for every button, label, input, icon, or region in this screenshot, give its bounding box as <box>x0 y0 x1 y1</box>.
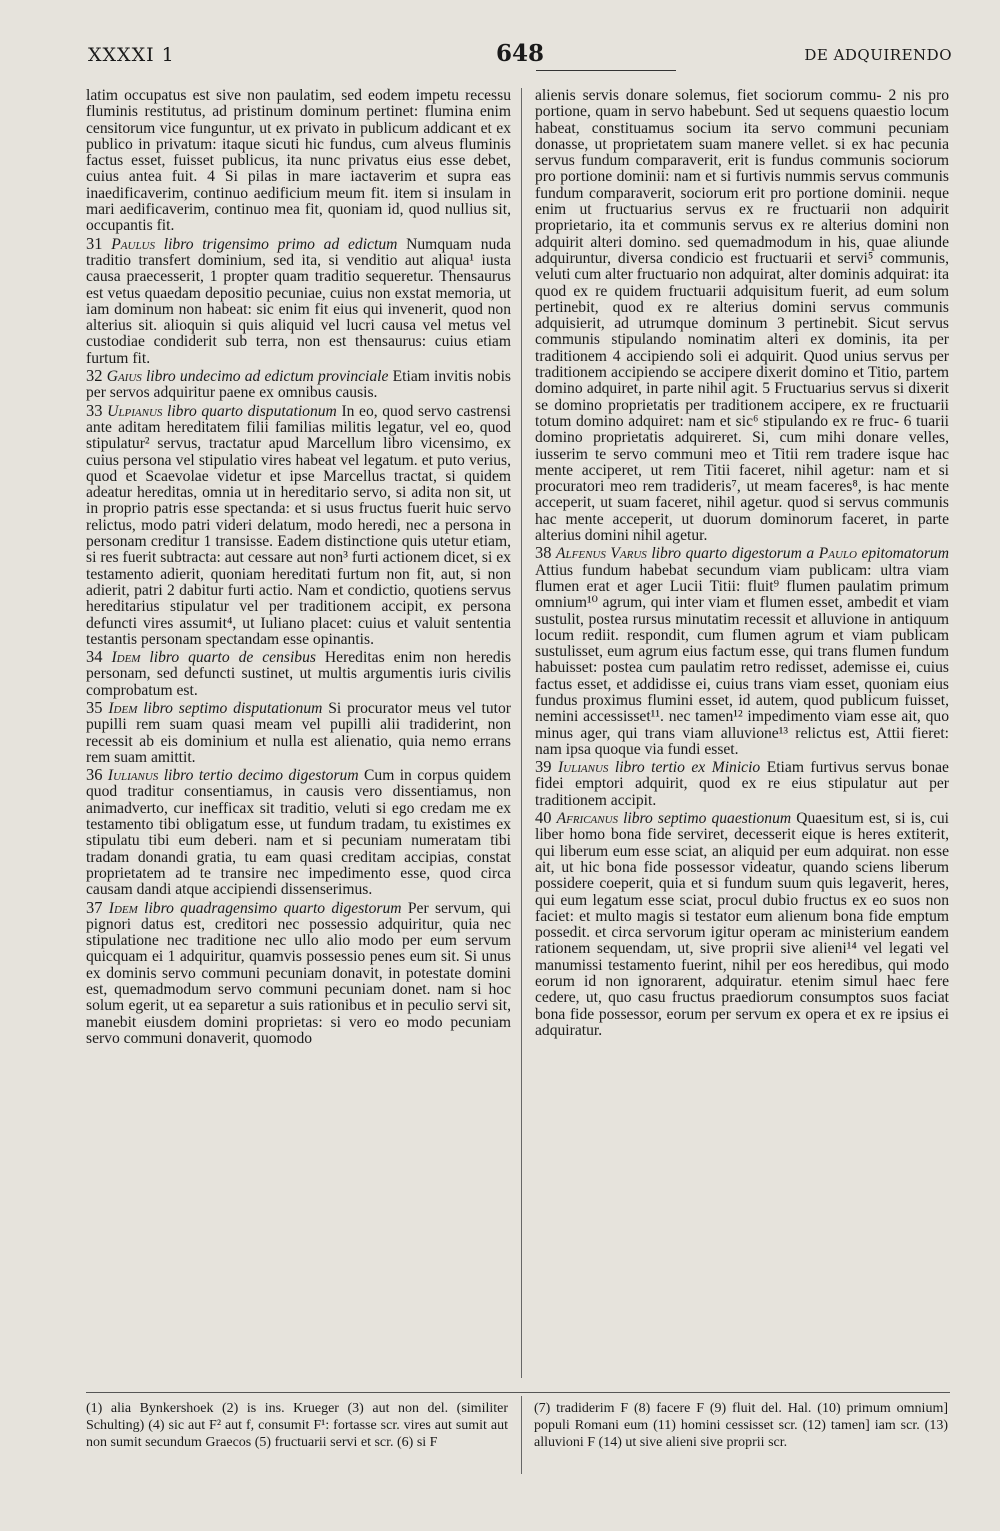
section-number: 34 <box>86 647 103 667</box>
section-number: 32 <box>86 366 103 386</box>
section-33 <box>86 400 511 648</box>
footnotes-right: (7) tradiderim F (8) facere F (9) fluit del. Hal. (10) primum omnium] populi Romani eum (11) homini cessisset scr. (12) tamen] iam scr. (13) alluvioni F (14) ut sive alieni sive proprii scr. <box>534 1401 948 1450</box>
work-title: libro septimo disputationum <box>143 699 323 717</box>
section-number: 33 <box>86 400 103 420</box>
section-text: Hereditas enim non heredis personam, sed defuncti sustinet, ut multis argumentis iuris civilis comprobatum est. <box>86 649 511 699</box>
author-name: Africanus <box>556 810 619 828</box>
section-number: 35 <box>86 697 103 717</box>
paragraph: latim occupatus est sive non paulatim, sed eodem impetu recessu fluminis restitutus, ad pristinum dominum pertinet: flumina enim censitorum vice funguntur, ut ex privato in publicum addicant et ex publico in privatum: itaque sicuti hic fundus, cum alveus fluminis factus esset, fuisset publicus, ita nunc privatus eius esse debet, cuius antea fuit. 4 Si pilas in mare iactaverim et supra eas inaedificaverim, continuo aedificium meum fit. item si insulam in mari aedificaverim, continuo mea fit, quoniam id, quod nullius sit, occupantis fit. <box>86 88 511 235</box>
work-title: libro quarto de censibus <box>149 649 316 667</box>
author-name: Gaius <box>106 368 142 386</box>
right-column <box>535 88 949 1378</box>
section-31 <box>86 233 511 367</box>
section-text: Si procurator meus vel tutor pupilli rem suam quasi meam vel pupilli alii tradiderint, non recessit ab eis dominium et nulla est alienatio, quia nemo errans rem suam amittit. <box>86 699 511 766</box>
section-37 <box>86 897 511 1048</box>
section-number: 40 <box>535 808 552 828</box>
section-number: 37 <box>86 897 103 917</box>
section-text: Etiam invitis nobis per servos adquiritur paene ex omnibus causis. <box>86 368 511 402</box>
work-title: libro tertio ex Minicio <box>614 759 761 777</box>
page-number: 648 <box>495 40 544 67</box>
footnote-rule <box>86 1392 950 1393</box>
header-right: DE ADQUIRENDO <box>804 46 952 64</box>
section-32 <box>86 368 511 402</box>
section-text: Quaesitum est, si is, cui liber homo bona fide serviret, decesserit eique is heres extiterit, qui liberum eum esse sciat, an aliquid per eum adquirat. non esse ait, ut hic bona fide possessor videatur, quando sciens liberum possidere coeperit, quia et si fundum suum quis legaverit, heres, qui eum legatum esse sciat, procul dubio fructus ex eo suos non faciet: et multo magis si testator eum alienum bona fide emptum possedit. et circa servorum igitur operam ac ministerium eandem rationem sequendam, ut, sive proprii sive alieni¹⁴ vel legati vel manumissi testamento fuerint, nihil per eos heredibus, qui modo eorum id non ignorarent, adquiratur. etenim simul haec fere cedere, ut, quo casu fructus praediorum consumptos suos faciat bona fide possessor, eorum per servum ex opera et ex re ipsius ei adquiratur. <box>535 810 949 1039</box>
author-name: Alfenus Varus <box>556 545 647 563</box>
footnotes-left: (1) alia Bynkershoek (2) is ins. Krueger (3) aut non del. (similiter Schulting) (4) sic aut F² aut f, consumit F¹: fortasse scr. vires aut sumit aut non sumit secundum Graecos (5) fructuarii servi et scr. (6) si F <box>86 1401 508 1450</box>
work-title: libro quadragensimo quarto digestorum <box>144 899 402 917</box>
work-title: libro undecimo ad edictum provinciale <box>145 368 389 386</box>
author-name: Idem <box>108 699 138 717</box>
author-name: Iulianus <box>557 759 609 777</box>
section-39 <box>535 759 949 809</box>
section-34 <box>86 649 511 699</box>
section-number: 31 <box>86 233 103 253</box>
author-name: Idem <box>111 649 141 667</box>
section-40 <box>535 810 949 1039</box>
section-36 <box>86 767 511 898</box>
section-text: Cum in corpus quidem quod traditur consentiamus, in causis vero dissentiamus, non animadverto, cur inefficax sit traditio, veluti si ego credam me ex testamento tibi obligatum esse, ut fundum tradam, tu existimes ex stipulatu tibi eum deberi. nam et si pecuniam numeratam tibi tradam donandi gratia, tu eam quasi creditam accipias, constat proprietatem ad te transire nec impedimento esse, quod circa causam dandi atque accipiendi dissenserimus. <box>86 767 511 899</box>
work-title: libro quarto digestorum a <box>651 545 815 563</box>
work-title-2: epitomatorum <box>861 545 949 563</box>
section-text: In eo, quod servo castrensi ante aditam hereditatem filii familias militis legatur, vel eo, quod stipulatur² servus, tractatur apud Marcellum libro vicensimo, ex cuius persona vel stipulatio vires habeat vel legatum. et puto verius, quod et Scaevolae videtur et ipse Marcellus tractat, si quidem adeatur hereditas, omnia ut in hereditario servo, si adita non sit, ut in proprio patris esse spectanda: et si usus fructus fuerit huic servo relictus, modo patri videri delatum, modo heredi, nec a persona in personam creditur 1 transisse. Eadem distinctione quis utetur etiam, si res fuerit subtracta: aut cessare aut non³ furti actionem dicet, si ex testamento adierit, quoniam hereditati furtum non fit, aut, si non adierit, patri 2 dabitur furti actio. Nam et condictio, quotiens servus hereditarius stipulatur vel per traditionem accipit, ex persona defuncti vires assumit⁴, ut Iuliano placet: cuius et valuit sententia testantis personam spectandam esse opinantis. <box>86 402 511 648</box>
work-title: libro tertio decimo digestorum <box>163 767 359 785</box>
page-header <box>88 36 952 72</box>
author-name: Iulianus <box>107 767 159 785</box>
work-title: libro septimo quaestionum <box>623 810 792 828</box>
header-rule <box>536 70 676 71</box>
author-name-2: Paulo <box>818 545 857 563</box>
section-text: Etiam furtivus servus bonae fidei emptori adquirit, quod ex re eius stipulatur aut per traditionem accipit. <box>535 759 949 809</box>
author-name: Idem <box>108 899 138 917</box>
section-text: Numquam nuda traditio transfert dominium, sed ita, si venditio aut aliqua¹ iusta causa praecesserit, 1 propter quam traditio sequeretur. Thensaurus est vetus quaedam depositio pecuniae, cuius non exstat memoria, ut iam dominum non habeat: sic enim fit eius qui invenerit, quod non alterius sit. alioquin si quis aliquid vel lucri causa vel metus vel custodiae condiderit sub terra, non est thensaurus: cuius etiam furtum fit. <box>86 235 511 367</box>
section-number: 39 <box>535 757 552 777</box>
left-column <box>86 88 511 1378</box>
section-text: Per servum, qui pignori datus est, creditori nec possessio adquiritur, quia nec stipulatione nec traditione nec ullo alio modo per eum servum quicquam ei 1 adquiritur, quamvis possessio penes eum sit. Si unus ex dominis servo communi pecuniam donavit, in potestate domini est, quemadmodum servo communi pecuniam donet. nam si hoc solum egerit, ut ea separetur a suis rationibus et in peculio servi sit, manebit eiusdem domini proprietas: si vero eo modo pecuniam servo communi donaverit, quomodo <box>86 899 511 1047</box>
author-name: Ulpianus <box>107 402 163 420</box>
header-left: XXXXI 1 <box>88 44 175 66</box>
section-38 <box>535 545 949 758</box>
section-text: Attius fundum habebat secundum viam publicam: ultra viam flumen erat et ager Lucii Titii: fluit⁹ flumen paulatim primum omnium¹⁰ agrum, qui inter viam et flumen esset, ambedit et viam sustulit, postea rursus minutatim recessit et alluvione in antiquum locum rediit. respondit, cum flumen agrum et viam publicam sustulisset, eum agrum eius factum esse, qui trans flumen fundum habuisset: postea cum paulatim retro redisset, ademisse ei, cuius factus esset, et addidisse ei, cuius trans viam esset, quoniam eius fundus proximus flumini esset, id autem, quod publicum fuisset, nemini accessisset¹¹. nec tamen¹² impedimento viam esse ait, quo minus ager, qui trans viam alluvione¹³ relictus est, Attii fieret: nam ipsa quoque via fundi esset. <box>535 561 949 758</box>
author-name: Paulus <box>111 235 155 253</box>
section-number: 38 <box>535 543 552 563</box>
column-divider <box>521 88 522 1378</box>
section-number: 36 <box>86 765 103 785</box>
work-title: libro quarto disputationum <box>167 402 337 420</box>
work-title: libro trigensimo primo ad edictum <box>163 235 398 253</box>
footnote-divider <box>521 1396 522 1474</box>
paragraph: alienis servis donare solemus, fiet sociorum commu- 2 nis pro portione, quam in servo habebunt. Sed ut sequens quaestio locum habeat, constituamus socium ita servo communi pecuniam donasse, ut proprietatem suam manere vellet. si ex hac pecunia servus fundum comparaverit, erit is fundus communis sociorum pro portione dominii: nam et si furtivis nummis servus communis fundum comparaverit, sociorum erit pro portione dominii. neque enim ut fructuarius servus ex re fructuarii non adquirit proprietario, ita et communis servus ex re alterius domini non adquirit alteri domino. sed quemadmodum in his, quae aliunde adquiruntur, diversa condicio est fructuarii et servi⁵ communis, veluti cum alter fructuario non adquirat, alter dominis adquirat: ita quod ex re quidem fructuarii adquisitum fuerit, ad eum solum pertinebit, quod ex re alterius domini servus communis adquisierit, ad utrumque dominum 3 pertinebit. Sicut servus communis stipulando nominatim alteri ex dominis, ita per traditionem 4 accipiendo soli ei adquirit. Quod unius servus per traditionem accipiendo se accipere dixerit domino et Titio, partem domino adquiret, in parte nihil agit. 5 Fructuarius servus si dixerit se domino proprietatis per traditionem accipere, ex re fructuarii totum domino adquiret: nam et sic⁶ stipulando ex re fruc- 6 tuarii domino proprietatis adquireret. Si, cum mihi donare velles, iusserim te servo communi meo et Titii rem tradere isque hac mente acciperet, ut rem Titii faceret, nihil agetur: nam et si procuratori meo rem tradideris⁷, ut meam faceres⁸, is hac mente acceperit, ut suam faceret, nihil agetur. quod si servus communis hac mente acceperit, ut duorum dominorum faceret, in parte alterius domini nihil agetur. <box>535 88 949 545</box>
section-35 <box>86 697 511 766</box>
